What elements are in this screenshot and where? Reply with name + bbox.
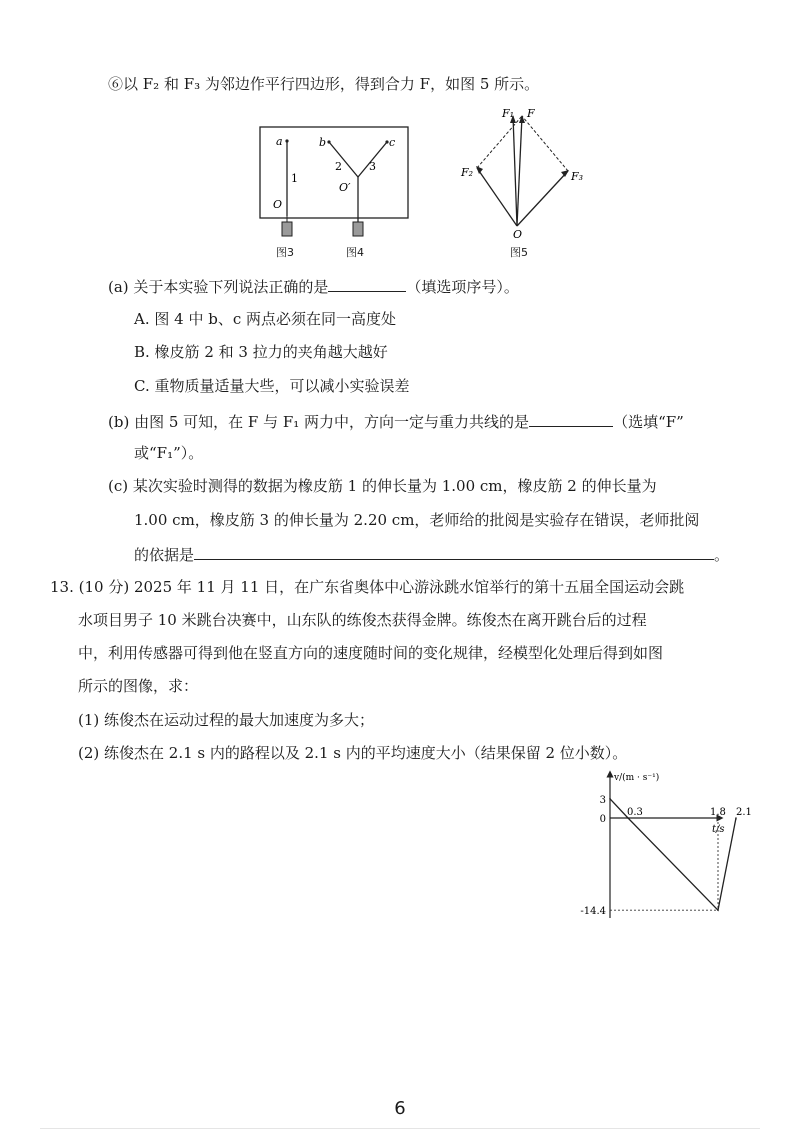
option-a: A. 图 4 中 b、c 两点必须在同一高度处 (134, 310, 396, 328)
x-tick-label: 1.8 (710, 807, 726, 818)
fig4-label-2: 2 (335, 160, 342, 173)
question-c-prefix: 的依据是 (134, 546, 195, 564)
question-b-suffix: （选填“F” (613, 413, 684, 431)
question-c-line1: (c) 某次实验时测得的数据为橡皮筋 1 的伸长量为 1.00 cm，橡皮筋 2 的伸长量为 (108, 477, 657, 495)
x-tick-label: 0.3 (627, 807, 643, 818)
vector-f3 (517, 171, 568, 226)
fig4-label-o-prime: O′ (339, 181, 351, 194)
y-axis-label: v/(m · s⁻¹) (614, 773, 660, 783)
answer-blank-a[interactable] (328, 275, 406, 292)
question-a-suffix: （填选项序号）。 (406, 278, 519, 296)
y-tick-label: 3 (599, 794, 606, 806)
fig4-label-3: 3 (369, 160, 376, 173)
footer-divider (40, 1128, 760, 1129)
q13-line1: 13. (10 分) 2025 年 11 月 11 日，在广东省奥体中心游泳跳水馆举行的第十五届全国运动会跳 (50, 578, 685, 596)
fig5-label-f1: F₁ (502, 107, 515, 120)
caption-fig4: 图4 (346, 246, 364, 259)
question-c-suffix: 。 (714, 546, 730, 564)
question-a-prompt: (a) 关于本实验下列说法正确的是 (108, 278, 329, 296)
data-point (717, 909, 719, 911)
data-point (609, 798, 611, 800)
fig3-label-a: a (276, 135, 283, 148)
option-c: C. 重物质量适量大些，可以减小实验误差 (134, 377, 410, 395)
fig3-label-o: O (273, 198, 283, 211)
fig4-label-c: c (389, 136, 396, 149)
q13-line3: 中，利用传感器可得到他在竖直方向的速度随时间的变化规律，经模型化处理后得到如图 (78, 644, 664, 662)
question-c-line3 (134, 543, 729, 565)
q13-line2: 水项目男子 10 米跳台决赛中，山东队的练俊杰获得金牌。练俊杰在离开跳台后的过程 (78, 611, 647, 629)
question-b-line1 (108, 410, 684, 432)
step-6-text: ⑥以 F₂ 和 F₃ 为邻边作平行四边形，得到合力 F，如图 5 所示。 (108, 75, 540, 93)
tick-labels (580, 795, 752, 917)
answer-blank-c[interactable] (194, 543, 714, 560)
weight-fig3 (282, 222, 292, 236)
x-axis-label: t/s (712, 824, 725, 835)
velocity-time-chart (560, 768, 760, 928)
fig5-label-f: F (527, 107, 535, 120)
vector-f (517, 116, 522, 226)
question-a (108, 275, 519, 297)
q13-sub1: (1) 练俊杰在运动过程的最大加速度为多大； (78, 711, 375, 729)
option-b: B. 橡皮筋 2 和 3 拉力的夹角越大越好 (134, 343, 388, 361)
vector-f2 (477, 168, 517, 226)
question-b-line2: 或“F₁”）。 (134, 444, 204, 462)
fig5-label-f2: F₂ (461, 166, 474, 179)
fig5-label-f3: F₃ (571, 170, 584, 183)
x-tick-label: 2.1 (736, 807, 752, 818)
y-tick-label: -14.4 (580, 906, 606, 918)
question-b-prefix: (b) 由图 5 可知，在 F 与 F₁ 两力中，方向一定与重力共线的是 (108, 413, 530, 431)
rubber-band-2 (329, 142, 358, 177)
page-number: 6 (394, 1098, 406, 1119)
q13-sub2: (2) 练俊杰在 2.1 s 内的路程以及 2.1 s 内的平均速度大小（结果保留 2 位小数）。 (78, 744, 628, 762)
caption-fig3: 图3 (276, 246, 294, 259)
figure-3-4 (255, 124, 415, 264)
fig5-label-o: O (513, 228, 523, 241)
fig4-label-b: b (319, 136, 327, 149)
vector-f1 (513, 116, 517, 226)
question-c-line2: 1.00 cm，橡皮筋 3 的伸长量为 2.20 cm，老师给的批阅是实验存在错误，老师批阅 (134, 511, 700, 529)
y-tick-label: 0 (599, 814, 606, 825)
caption-fig5: 图5 (510, 246, 528, 259)
q13-line4: 所示的图像，求： (78, 677, 199, 695)
answer-blank-b[interactable] (529, 410, 613, 427)
figure-5 (455, 104, 595, 241)
weight-fig4 (353, 222, 363, 236)
fig3-label-1: 1 (291, 172, 298, 185)
